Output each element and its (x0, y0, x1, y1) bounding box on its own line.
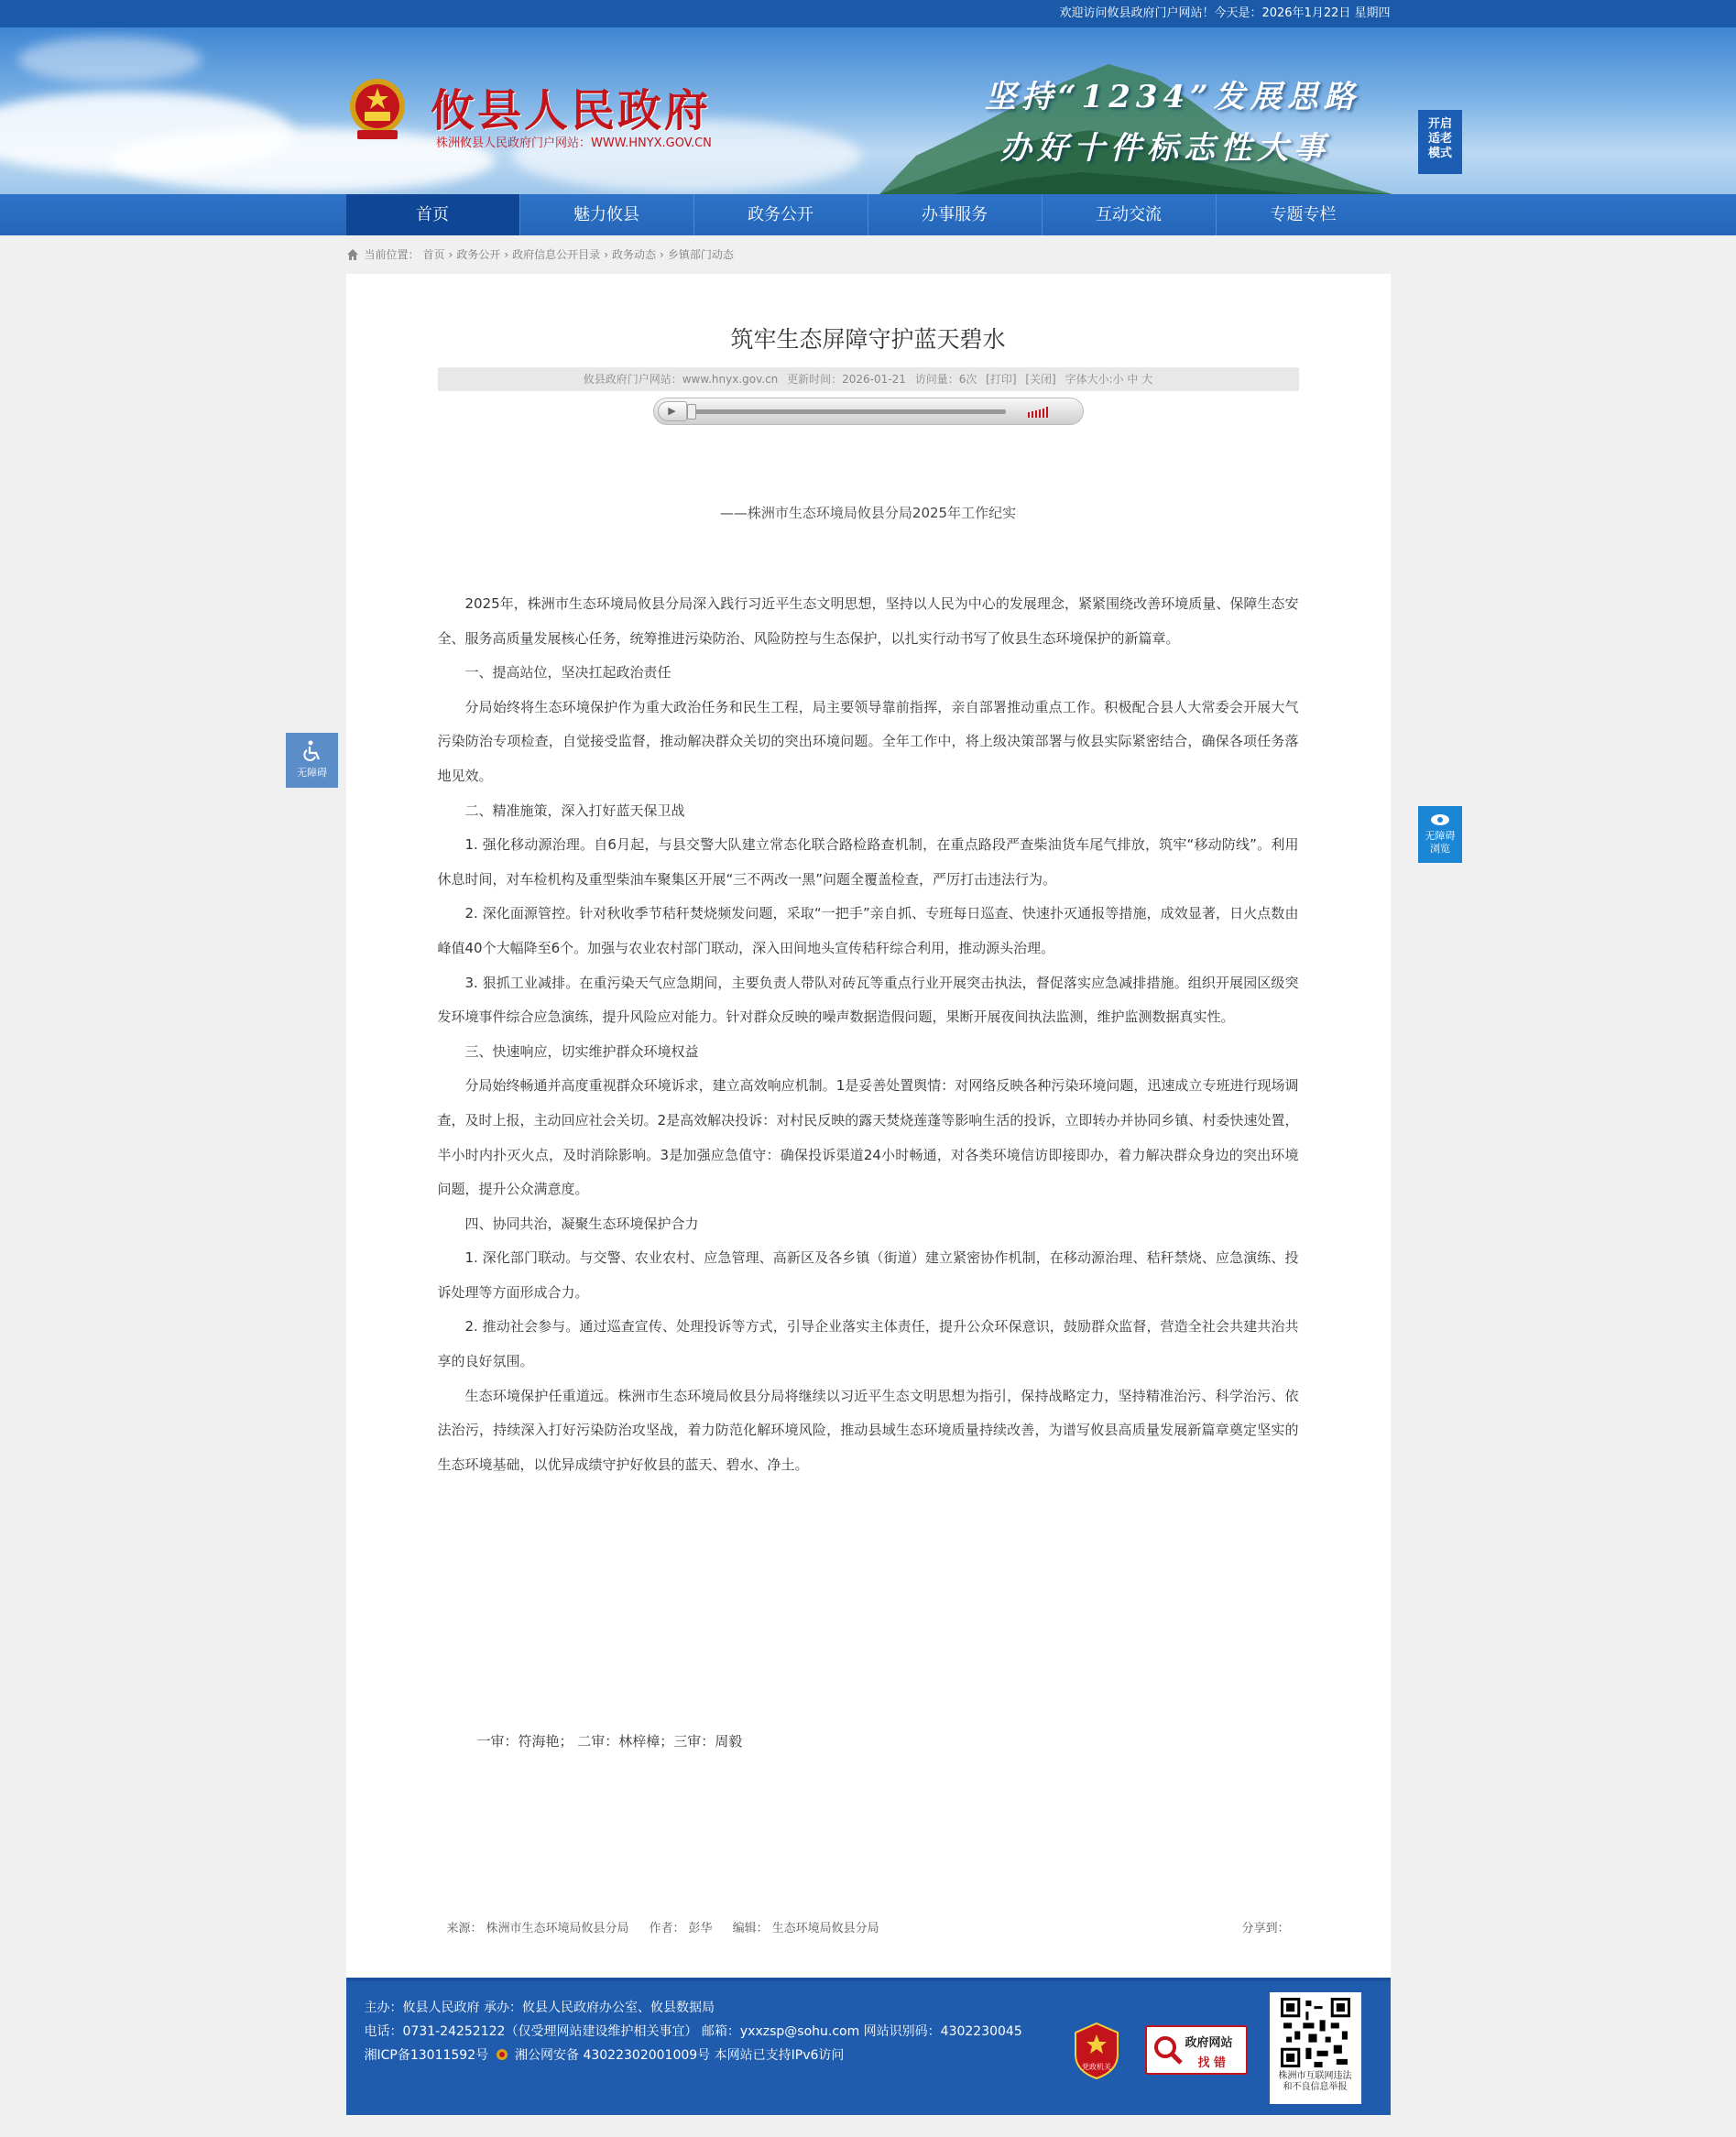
paragraph: 1. 深化部门联动。与交警、农业农村、应急管理、高新区及各乡镇（街道）建立紧密协作机制，在移动源治理、秸秆禁烧、应急演练、投诉处理等方面形成合力。 (437, 1249, 1299, 1301)
audio-progress-handle[interactable] (687, 404, 696, 420)
nav-item-charm[interactable]: 魅力攸县 (520, 194, 694, 235)
qr-caption-1: 株洲市互联网违法 (1278, 2071, 1352, 2081)
audio-progress-track[interactable] (694, 409, 1006, 414)
site-url: 株洲攸县人民政府门户网站：WWW.HNYX.GOV.CN (436, 136, 712, 150)
nav-item-home[interactable]: 首页 (346, 194, 520, 235)
article-footer (447, 1918, 1290, 1935)
top-bar (0, 0, 1736, 27)
nav-item-public-affairs[interactable]: 政务公开 (694, 194, 868, 235)
paragraph: 1. 强化移动源治理。自6月起，与县交警大队建立常态化联合路检路查机制，在重点路段严查柴油货车尾气排放，筑牢“移动防线”。利用休息时间，对车检机构及重型柴油车聚集区开展“三不两改一黑”问题全覆盖检查，严厉打击违法行为。 (437, 836, 1299, 888)
breadcrumb-link-public-affairs[interactable]: 政务公开 (456, 248, 501, 261)
national-emblem-icon (348, 75, 407, 145)
gov-site-error-report[interactable] (1145, 2025, 1248, 2075)
jiucuo-sub: 找 错 (1197, 2056, 1227, 2070)
report-qr-code[interactable] (1270, 1992, 1361, 2104)
article-title: 筑牢生态屏障守护蓝天碧水 (730, 326, 1006, 353)
paragraph: 分局始终将生态环境保护作为重大政治任务和民生工程，局主要领导靠前指挥，亲自部署推动重点工作。积极配合县人大常委会开展大气污染防治专项检查，自觉接受监督，推动解决群众关切的突出环境问题。全年工作中，将上级决策部署与攸县实际紧密结合，确保各项任务落地见效。 (437, 698, 1299, 784)
audio-player (653, 398, 1084, 425)
nav-item-services[interactable]: 办事服务 (868, 194, 1043, 235)
party-gov-text: 党政机关 (1081, 2063, 1111, 2071)
slogan-line-2: 办好十件标志性大事 (1000, 130, 1330, 167)
breadcrumb: 当前位置： 首页 › 政务公开 › 政府信息公开目录 › 政务动态 › 乡镇部门动态 (346, 235, 1391, 274)
paragraph: 2. 推动社会参与。通过巡查宣传、处理投诉等方式，引导企业落实主体责任，提升公众环保意识，鼓励群众监督，营造全社会共建共治共享的良好氛围。 (437, 1318, 1299, 1370)
header-banner (0, 27, 1736, 194)
section-heading: 一、提高站位，坚决扛起政治责任 (464, 664, 671, 681)
nav-item-special-topics[interactable]: 专题专栏 (1270, 205, 1337, 224)
meta-views: 访问量：6次 (914, 373, 977, 386)
qr-code-icon (1281, 1998, 1350, 2067)
accessibility-label: 无障碍 (297, 767, 327, 779)
welcome-text: 欢迎访问攸县政府门户网站！今天是：2026年1月22日 星期四 (1059, 6, 1391, 20)
police-record-link[interactable]: 湘公网安备 43022302001009号 本网站已支持IPv6访问 (515, 2048, 845, 2063)
main-nav (0, 194, 1736, 235)
source-label: 来源： (446, 1922, 483, 1935)
jiucuo-title: 政府网站 (1185, 2036, 1233, 2050)
cloud-decoration (18, 37, 202, 82)
breadcrumb-label: 当前位置： (364, 248, 420, 261)
section-heading: 二、精准施策，深入打好蓝天保卫战 (464, 801, 685, 819)
breadcrumb-link-dept-news[interactable]: 乡镇部门动态 (667, 248, 734, 261)
article-meta (438, 367, 1299, 391)
elder-mode-label: 开启适老模式 (1427, 117, 1452, 160)
eye-icon (1430, 813, 1450, 826)
paragraph: 生态环境保护任重道远。株洲市生态环境局攸县分局将继续以习近平生态文明思想为指引，保持战略定力，坚持精准治污、科学治污、依法治污，持续深入打好污染防治攻坚战，着力防范化解环境风险，推动县域生态环境质量持续改善，为谱写攸县高质量发展新篇章奠定坚实的生态环境基础，以优异成绩守护好攸县的蓝天、碧水、净土。 (437, 1387, 1299, 1473)
section-heading: 四、协同共治，凝聚生态环境保护合力 (464, 1215, 699, 1232)
section-heading: 三、快速响应，切实维护群众环境权益 (464, 1042, 699, 1060)
site-footer (346, 1978, 1391, 2115)
source-value: 株洲市生态环境局攸县分局 (486, 1922, 629, 1935)
site-name: 攸县人民政府 (431, 85, 712, 136)
icp-link[interactable]: 湘ICP备13011592号 (364, 2048, 489, 2063)
author-label: 作者： (649, 1922, 685, 1935)
print-link[interactable]: [打印] (986, 373, 1017, 386)
accessible-reading-button[interactable] (1418, 806, 1462, 863)
font-size-control[interactable]: 字体大小:小 中 大 (1065, 373, 1153, 386)
paragraph: 分局始终畅通并高度重视群众环境诉求，建立高效响应机制。1是妥善处置舆情：对网络反映各种污染环境问题，迅速成立专班进行现场调查，及时上报，主动回应社会关切。2是高效解决投诉：对村民反映的露天焚烧莲蓬等影响生活的投诉，立即转办并协同乡镇、村委快速处置，半小时内扑灭火点，及时消除影响。3是加强应急值守：确保投诉渠道24小时畅通，对各类环境信访即接即办，着力解决群众身边的突出环境问题，提升公众满意度。 (437, 1077, 1299, 1198)
reader-label-2: 浏览 (1430, 843, 1450, 855)
meta-updated: 更新时间：2026-01-21 (787, 373, 906, 386)
qr-caption-2: 和不良信息举报 (1283, 2082, 1348, 2092)
accessibility-button[interactable] (286, 733, 338, 788)
article-body (438, 587, 1299, 1482)
meta-site: 攸县政府门户网站：www.hnyx.gov.cn (583, 373, 779, 386)
party-gov-emblem-icon (1072, 2022, 1121, 2080)
volume-icon[interactable] (1028, 407, 1052, 418)
mountain-scenery-icon (879, 46, 1392, 194)
breadcrumb-link-home[interactable]: 首页 (422, 248, 445, 261)
magnifier-icon (1152, 2034, 1184, 2066)
author-value: 彭华 (688, 1922, 713, 1935)
editor-value: 生态环境局攸县分局 (771, 1922, 879, 1935)
police-badge-icon (496, 2048, 508, 2061)
reader-label-1: 无障碍 (1425, 830, 1456, 842)
wheelchair-icon (302, 740, 322, 762)
paragraph: 2. 深化面源管控。针对秋收季节秸秆焚烧频发问题，采取“一把手”亲自抓、专班每日巡查、快速扑灭通报等措施，成效显著，日火点数由峰值40个大幅降至6个。加强与农业农村部门联动，深入田间地头宣传秸秆综合利用，推动源头治理。 (437, 905, 1299, 956)
review-chain: 一审：符海艳； 二审：林梓樟；三审：周毅 (476, 1733, 743, 1750)
footer-organizer: 主办：攸县人民政府 承办：攸县人民政府办公室、攸县数据局 (364, 2001, 715, 2015)
elder-mode-button[interactable] (1418, 110, 1462, 174)
close-link[interactable]: [关闭] (1025, 373, 1056, 386)
paragraph: 3. 狠抓工业减排。在重污染天气应急期间，主要负责人带队对砖瓦等重点行业开展突击执法，督促落实应急减排措施。组织开展园区级突发环境事件综合应急演练，提升风险应对能力。针对群众反映的噪声数据造假问题，果断开展夜间执法监测，维护监测数据真实性。 (437, 974, 1299, 1026)
home-icon (346, 248, 359, 261)
party-gov-badge[interactable] (1072, 2022, 1121, 2080)
breadcrumb-link-news[interactable]: 政务动态 (612, 248, 657, 261)
share-button[interactable]: 分享到： (1241, 1922, 1290, 1935)
nav-item-interaction[interactable]: 互动交流 (1043, 194, 1217, 235)
paragraph: 2025年，株洲市生态环境局攸县分局深入践行习近平生态文明思想，坚持以人民为中心的发展理念，紧紧围绕改善环境质量、保障生态安全、服务高质量发展核心任务，统筹推进污染防治、风险防控与生态保护，以扎实行动书写了攸县生态环境保护的新篇章。 (437, 595, 1299, 647)
breadcrumb-link-info-catalog[interactable]: 政府信息公开目录 (512, 248, 601, 261)
article-container (346, 274, 1391, 1978)
slogan-line-1: 坚持“1234”发展思路 (985, 79, 1360, 115)
article-subtitle: ——株洲市生态环境局攸县分局2025年工作纪实 (719, 505, 1017, 521)
play-icon[interactable]: ▶ (658, 401, 687, 421)
footer-contact: 电话：0731-24252122（仅受理网站建设维护相关事宜） 邮箱：yxxzsp@sohu.com 网站识别码：4302230045 (364, 2024, 1022, 2039)
editor-label: 编辑： (732, 1922, 769, 1935)
